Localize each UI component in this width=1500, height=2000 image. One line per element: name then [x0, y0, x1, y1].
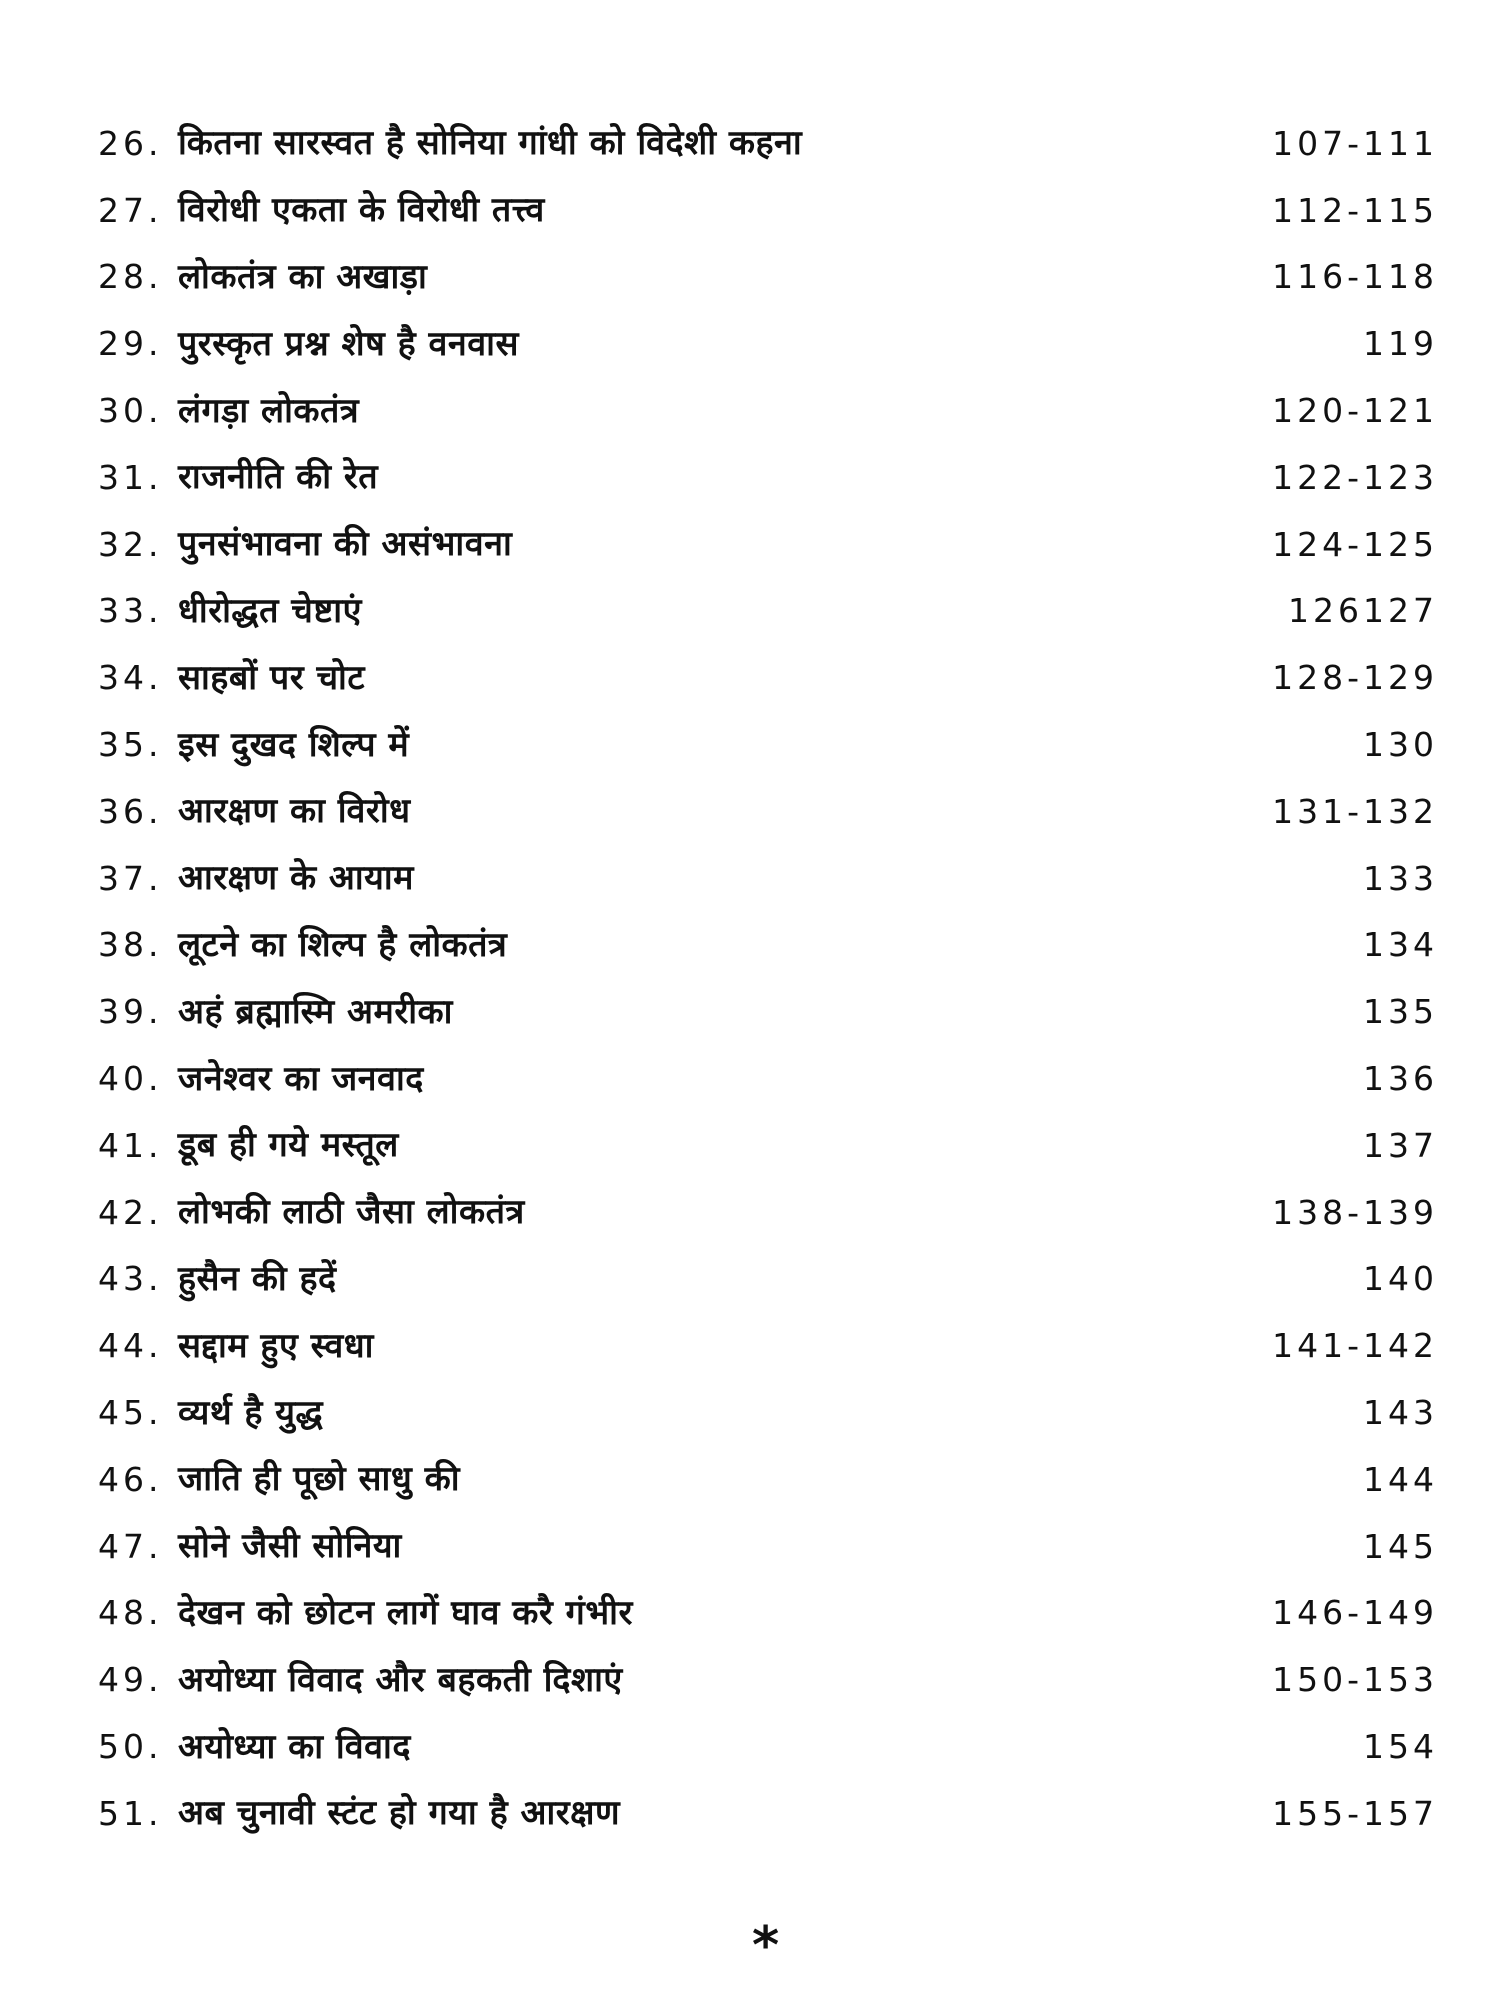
toc-entry-pages: 154 — [1363, 1727, 1438, 1767]
toc-entry — [98, 644, 1438, 711]
toc-entry-pages: 116-118 — [1272, 257, 1438, 297]
toc-entry-title: व्यर्थ है युद्ध — [178, 1392, 324, 1433]
toc-entry-title: आरक्षण का विरोध — [178, 791, 411, 832]
toc-entry — [98, 1780, 1438, 1847]
toc-entry-number: 51. — [98, 1793, 163, 1833]
toc-entry — [98, 444, 1438, 511]
toc-entry-title: अब चुनावी स्टंट हो गया है आरक्षण — [178, 1793, 621, 1834]
toc-entry-left — [98, 1392, 324, 1433]
toc-entry-title: पुरस्कृत प्रश्न शेष है वनवास — [178, 323, 519, 364]
toc-entry-pages: 155-157 — [1272, 1793, 1438, 1833]
toc-entry-title: आरक्षण के आयाम — [178, 858, 415, 899]
toc-entry-left — [98, 991, 453, 1032]
toc-entry-number: 31. — [98, 457, 163, 497]
toc-entry-pages: 136 — [1363, 1059, 1438, 1099]
toc-entry-pages: 140 — [1363, 1259, 1438, 1299]
toc-entry-left — [98, 390, 360, 431]
toc-entry-number: 47. — [98, 1526, 163, 1566]
toc-entry — [98, 778, 1438, 845]
toc-entry-left — [98, 1325, 374, 1366]
end-asterisk: * — [752, 1916, 780, 1976]
toc-entry-title: जनेश्वर का जनवाद — [178, 1058, 424, 1099]
toc-entry — [98, 1179, 1438, 1246]
toc-entry-title: अयोध्या का विवाद — [178, 1726, 411, 1767]
toc-entry-title: डूब ही गये मस्तूल — [178, 1125, 399, 1166]
toc-entry-left — [98, 791, 411, 832]
toc-entry-pages: 119 — [1363, 324, 1438, 364]
toc-entry — [98, 578, 1438, 645]
table-of-contents — [98, 110, 1438, 1847]
toc-entry-left — [98, 924, 508, 965]
toc-entry-title: लोकतंत्र का अखाड़ा — [178, 256, 428, 297]
toc-entry-pages: 150-153 — [1272, 1660, 1438, 1700]
toc-entry-number: 30. — [98, 391, 163, 431]
toc-entry-title: हुसैन की हदें — [178, 1258, 337, 1299]
toc-entry — [98, 377, 1438, 444]
toc-entry-title: साहबों पर चोट — [178, 657, 365, 698]
toc-entry — [98, 978, 1438, 1045]
toc-entry-pages: 137 — [1363, 1125, 1438, 1165]
toc-entry — [98, 845, 1438, 912]
toc-entry-pages: 122-123 — [1272, 457, 1438, 497]
toc-entry-left — [98, 724, 410, 765]
toc-entry-number: 46. — [98, 1459, 163, 1499]
toc-entry-number: 29. — [98, 324, 163, 364]
toc-entry — [98, 110, 1438, 177]
toc-entry-pages: 143 — [1363, 1393, 1438, 1433]
toc-entry-title: अहं ब्रह्मास्मि अमरीका — [178, 991, 453, 1032]
toc-entry-number: 28. — [98, 257, 163, 297]
toc-entry-number: 44. — [98, 1326, 163, 1366]
toc-entry-left — [98, 190, 545, 231]
toc-entry-pages: 128-129 — [1272, 658, 1438, 698]
toc-entry-left — [98, 1258, 337, 1299]
toc-entry-left — [98, 457, 379, 498]
toc-entry-left — [98, 657, 365, 698]
toc-entry — [98, 1112, 1438, 1179]
toc-entry-pages: 130 — [1363, 725, 1438, 765]
toc-entry — [98, 1713, 1438, 1780]
toc-entry-pages: 120-121 — [1272, 391, 1438, 431]
toc-entry — [98, 711, 1438, 778]
toc-entry-title: राजनीति की रेत — [178, 457, 379, 498]
toc-entry-left — [98, 123, 803, 164]
toc-entry-pages: 126127 — [1288, 591, 1438, 631]
toc-entry-pages: 146-149 — [1272, 1593, 1438, 1633]
toc-entry-pages: 135 — [1363, 992, 1438, 1032]
toc-entry-number: 35. — [98, 725, 163, 765]
toc-entry-number: 32. — [98, 524, 163, 564]
toc-entry — [98, 1379, 1438, 1446]
toc-entry — [98, 1580, 1438, 1647]
toc-entry-title: जाति ही पूछो साधु की — [178, 1459, 460, 1500]
toc-entry-number: 37. — [98, 858, 163, 898]
toc-entry-number: 34. — [98, 658, 163, 698]
toc-entry-left — [98, 1793, 621, 1834]
toc-entry-number: 43. — [98, 1259, 163, 1299]
toc-entry-left — [98, 323, 519, 364]
toc-entry — [98, 1513, 1438, 1580]
toc-entry — [98, 511, 1438, 578]
toc-entry-number: 49. — [98, 1660, 163, 1700]
toc-entry-left — [98, 1192, 525, 1233]
toc-entry-title: लंगड़ा लोकतंत्र — [178, 390, 360, 431]
toc-entry-title: देखन को छोटन लागें घाव करै गंभीर — [178, 1592, 633, 1633]
toc-entry-left — [98, 1659, 623, 1700]
toc-entry-pages: 112-115 — [1272, 190, 1438, 230]
toc-entry-number: 41. — [98, 1125, 163, 1165]
toc-entry-pages: 145 — [1363, 1526, 1438, 1566]
toc-entry-title: धीरोद्धत चेष्टाएं — [178, 590, 362, 631]
toc-entry-number: 26. — [98, 123, 163, 163]
toc-entry-number: 48. — [98, 1593, 163, 1633]
toc-entry-number: 50. — [98, 1727, 163, 1767]
toc-entry-number: 36. — [98, 791, 163, 831]
toc-entry — [98, 912, 1438, 979]
toc-entry-pages: 138-139 — [1272, 1192, 1438, 1232]
toc-entry-title: कितना सारस्वत है सोनिया गांधी को विदेशी कहना — [178, 123, 803, 164]
toc-entry-pages: 124-125 — [1272, 524, 1438, 564]
toc-entry-title: सद्दाम हुए स्वधा — [178, 1325, 374, 1366]
toc-entry-title: पुनसंभावना की असंभावना — [178, 524, 513, 565]
toc-entry-title: इस दुखद शिल्प में — [178, 724, 410, 765]
toc-entry-left — [98, 858, 415, 899]
toc-entry-pages: 131-132 — [1272, 791, 1438, 831]
toc-entry-number: 39. — [98, 992, 163, 1032]
toc-entry-pages: 133 — [1363, 858, 1438, 898]
toc-entry-number: 42. — [98, 1192, 163, 1232]
toc-entry — [98, 1045, 1438, 1112]
toc-entry-number: 45. — [98, 1393, 163, 1433]
toc-entry — [98, 1446, 1438, 1513]
toc-entry-left — [98, 1459, 460, 1500]
toc-entry-number: 40. — [98, 1059, 163, 1099]
toc-entry-title: लूटने का शिल्प है लोकतंत्र — [178, 924, 508, 965]
toc-entry-pages: 141-142 — [1272, 1326, 1438, 1366]
toc-entry — [98, 1312, 1438, 1379]
toc-entry-left — [98, 1592, 633, 1633]
toc-entry-title: सोने जैसी सोनिया — [178, 1526, 402, 1567]
toc-entry-pages: 144 — [1363, 1459, 1438, 1499]
toc-entry-title: लोभकी लाठी जैसा लोकतंत्र — [178, 1192, 525, 1233]
toc-entry-left — [98, 590, 362, 631]
toc-entry-left — [98, 1125, 399, 1166]
toc-entry-number: 33. — [98, 591, 163, 631]
toc-entry — [98, 1646, 1438, 1713]
toc-entry — [98, 177, 1438, 244]
toc-entry — [98, 310, 1438, 377]
toc-entry-title: अयोध्या विवाद और बहकती दिशाएं — [178, 1659, 623, 1700]
toc-entry-pages: 134 — [1363, 925, 1438, 965]
toc-entry — [98, 244, 1438, 311]
toc-entry-left — [98, 1526, 402, 1567]
toc-entry — [98, 1246, 1438, 1313]
toc-entry-number: 27. — [98, 190, 163, 230]
toc-entry-number: 38. — [98, 925, 163, 965]
toc-entry-left — [98, 1058, 424, 1099]
toc-entry-left — [98, 1726, 411, 1767]
toc-entry-pages: 107-111 — [1272, 123, 1438, 163]
toc-entry-title: विरोधी एकता के विरोधी तत्त्व — [178, 190, 545, 231]
toc-entry-left — [98, 524, 513, 565]
toc-entry-left — [98, 256, 428, 297]
